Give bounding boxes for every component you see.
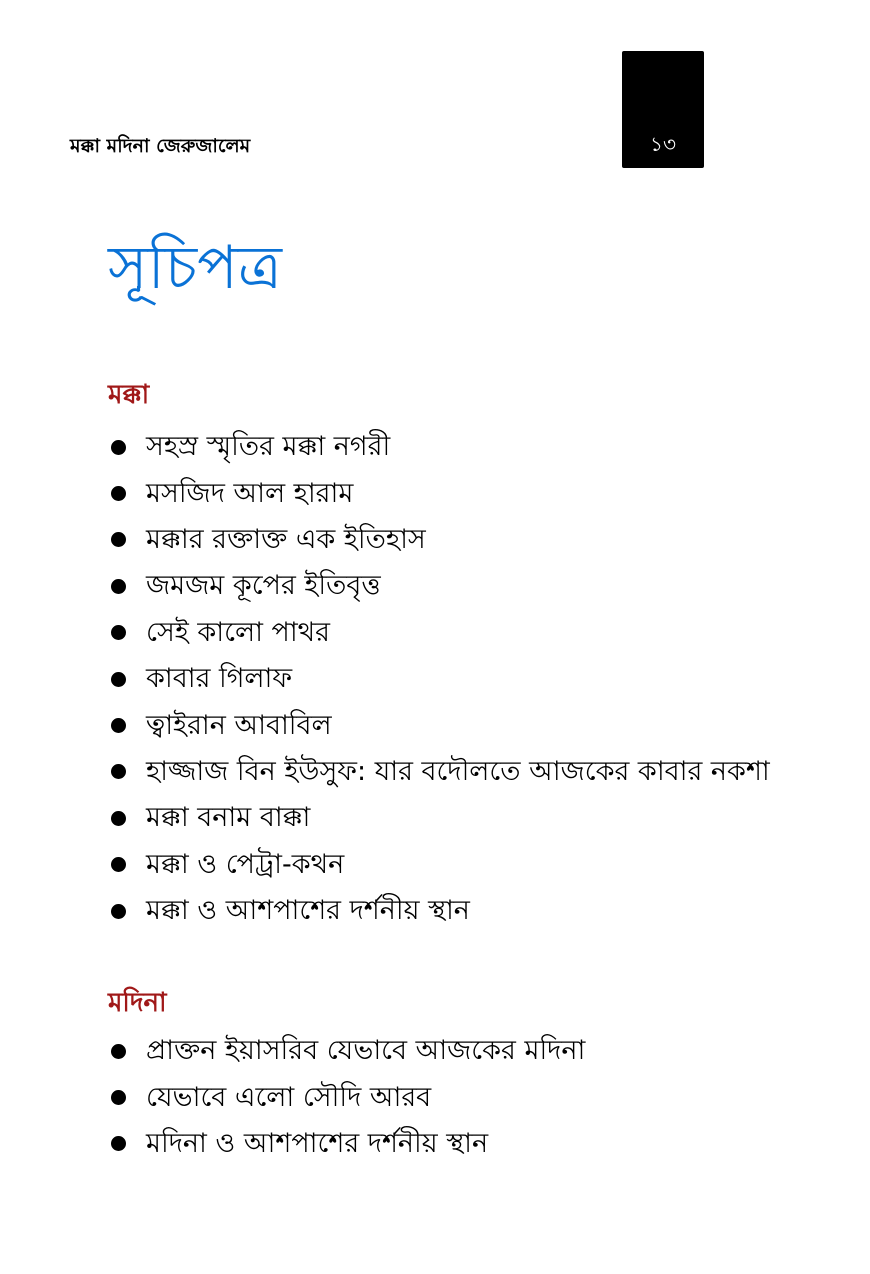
toc-item — [108, 702, 770, 748]
toc-item-text: মক্কার রক্তাক্ত এক ইতিহাস — [146, 523, 426, 555]
toc-item-text: ত্বাইরান আবাবিল — [146, 709, 332, 741]
toc-item — [108, 656, 770, 702]
toc-item-text: সেই কালো পাথর — [146, 616, 331, 648]
toc-item-text: মক্কা ও পেট্রা-কথন — [146, 848, 345, 880]
bullet-icon — [111, 440, 126, 455]
bullet-icon — [111, 532, 126, 547]
section-heading-madinah: মদিনা — [108, 988, 167, 1018]
toc-item — [108, 1074, 585, 1120]
page-number-tab — [622, 51, 704, 168]
toc-item-text: যেভাবে এলো সৌদি আরব — [146, 1081, 432, 1113]
toc-item — [108, 517, 770, 563]
bullet-icon — [111, 764, 126, 779]
toc-item — [108, 470, 770, 516]
toc-item-text: মদিনা ও আশপাশের দর্শনীয় স্থান — [146, 1127, 489, 1159]
toc-item — [108, 795, 770, 841]
bullet-icon — [111, 672, 126, 687]
bullet-icon — [111, 1136, 126, 1151]
toc-item — [108, 888, 770, 934]
toc-item — [108, 424, 770, 470]
toc-item — [108, 749, 770, 795]
section-heading-makkah: মক্কা — [108, 380, 150, 410]
toc-item — [108, 610, 770, 656]
bullet-icon — [111, 718, 126, 733]
toc-item — [108, 1121, 585, 1167]
running-title: মক্কা মদিনা জেরুজালেম — [70, 135, 251, 157]
toc-list-madinah — [108, 1028, 585, 1167]
bullet-icon — [111, 625, 126, 640]
bullet-icon — [111, 1044, 126, 1059]
toc-item-text: মক্কা বনাম বাক্কা — [146, 802, 311, 834]
toc-title: সূচিপত্র — [108, 233, 282, 303]
bullet-icon — [111, 579, 126, 594]
toc-item-text: কাবার গিলাফ — [146, 663, 293, 695]
toc-item-text: প্রাক্তন ইয়াসরিব যেভাবে আজকের মদিনা — [146, 1035, 586, 1067]
toc-item-text: সহস্র স্মৃতির মক্কা নগরী — [146, 431, 391, 463]
toc-item-text: জমজম কূপের ইতিবৃত্ত — [146, 570, 381, 602]
bullet-icon — [111, 904, 126, 919]
bullet-icon — [111, 857, 126, 872]
bullet-icon — [111, 1090, 126, 1105]
toc-item-text: মক্কা ও আশপাশের দর্শনীয় স্থান — [146, 895, 470, 927]
toc-item — [108, 1028, 585, 1074]
toc-item — [108, 563, 770, 609]
toc-list-makkah — [108, 424, 770, 934]
toc-item — [108, 842, 770, 888]
bullet-icon — [111, 486, 126, 501]
bullet-icon — [111, 811, 126, 826]
toc-item-text: হাজ্জাজ বিন ইউসুফ: যার বদৌলতে আজকের কাবার নকশা — [146, 755, 770, 787]
page-number: ১৩ — [650, 132, 676, 156]
toc-item-text: মসজিদ আল হারাম — [146, 477, 354, 509]
